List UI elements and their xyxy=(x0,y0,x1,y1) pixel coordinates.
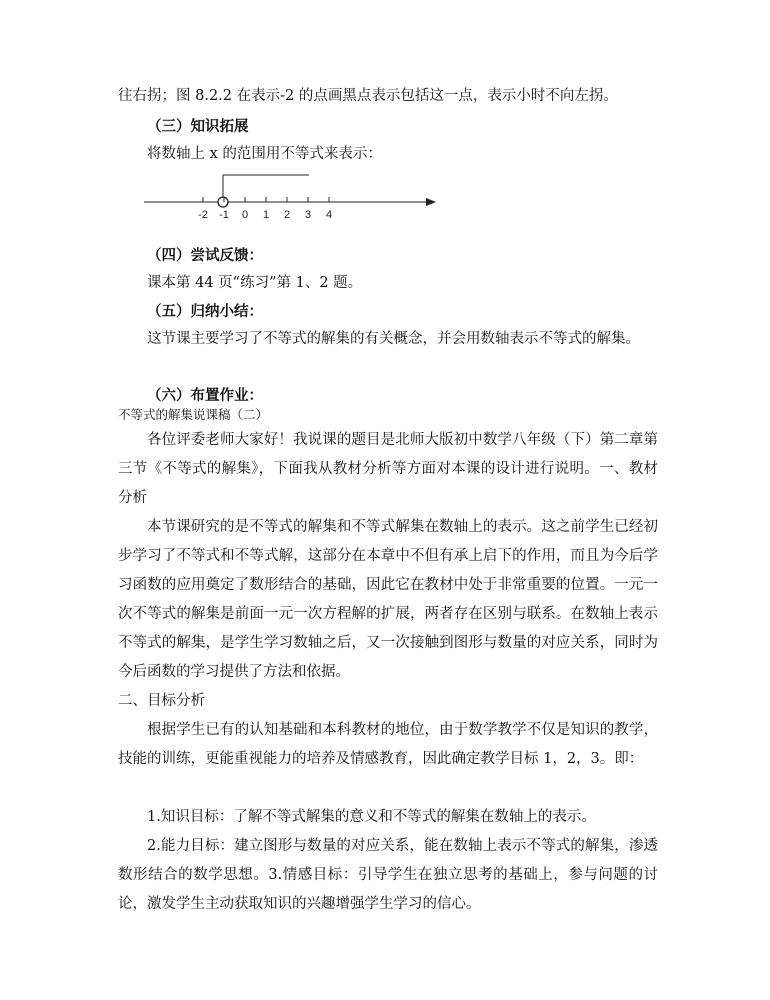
goal-text: 根据学生已有的认知基础和本科教材的地位，由于数学教学不仅是知识的教学，技能的训练，更能重视能力的培养及情感教育，因此确定教学目标 1，2，3。即： xyxy=(118,722,658,767)
section3-heading: （三）知识拓展 xyxy=(147,118,249,135)
tick-label: 3 xyxy=(304,209,312,221)
doc2-intro: 各位评委老师大家好！我说课的题目是北师大版初中数学八年级（下）第二章第三节《不等式的解集》，下面我从教材分析等方面对本课的设计进行说明。一、教材分析 xyxy=(118,432,658,506)
doc2-analysis: 本节课研究的是不等式的解集和不等式解集在数轴上的表示。这之前学生已经初步学习了不等式和不等式解，这部分在本章中不但有承上启下的作用，而且为今后学习函数的应用奠定了数形结合的基础，因此它在教材中处于非常重要的位置。一元一次不等式的解集是前面一元一次方程解的扩展，两者存在区别与联系。在数轴上表示不等式的解集，是学生学习数轴之后，又一次接触到图形与数量的对应关系，同时为今后函数的学习提供了方法和依据。 xyxy=(118,519,658,680)
section6-heading: （六）布置作业： xyxy=(147,387,263,404)
doc2-title: 不等式的解集说课稿（二） xyxy=(118,407,269,422)
section4-text: 课本第 44 页“练习”第 1、2 题。 xyxy=(147,275,363,291)
number-line xyxy=(140,168,440,224)
tick-label: 1 xyxy=(262,209,270,221)
tick-label: 4 xyxy=(325,209,333,221)
section3-text: 将数轴上 x 的范围用不等式来表示： xyxy=(147,146,382,162)
tick-label: -2 xyxy=(198,209,208,221)
goal23-text: 2.能力目标：建立图形与数量的对应关系，能在数轴上表示不等式的解集，渗透数形结合的数学思想。3.情感目标：引导学生在独立思考的基础上，参与问题的讨论，激发学生主动获取知识的兴趣增强学生学习的信心。 xyxy=(118,838,658,912)
goal1-text: 1.知识目标：了解不等式解集的意义和不等式的解集在数轴上的表示。 xyxy=(147,809,596,825)
section5-heading: （五）归纳小结： xyxy=(147,303,263,320)
tick-label: -1 xyxy=(219,209,229,221)
tick-label: 0 xyxy=(241,209,249,221)
open-point-circle xyxy=(218,197,228,207)
top-line: 往右拐；图 8.2.2 在表示-2 的点画黑点表示包括这一点，表示小时不向左拐。 xyxy=(118,88,618,104)
tick-label: 2 xyxy=(283,209,291,221)
section4-heading: （四）尝试反馈： xyxy=(147,247,263,264)
section5-text: 这节课主要学习了不等式的解集的有关概念，并会用数轴表示不等式的解集。 xyxy=(147,331,640,347)
goal-heading: 二、目标分析 xyxy=(118,693,205,709)
number-line-arrow xyxy=(426,198,436,206)
